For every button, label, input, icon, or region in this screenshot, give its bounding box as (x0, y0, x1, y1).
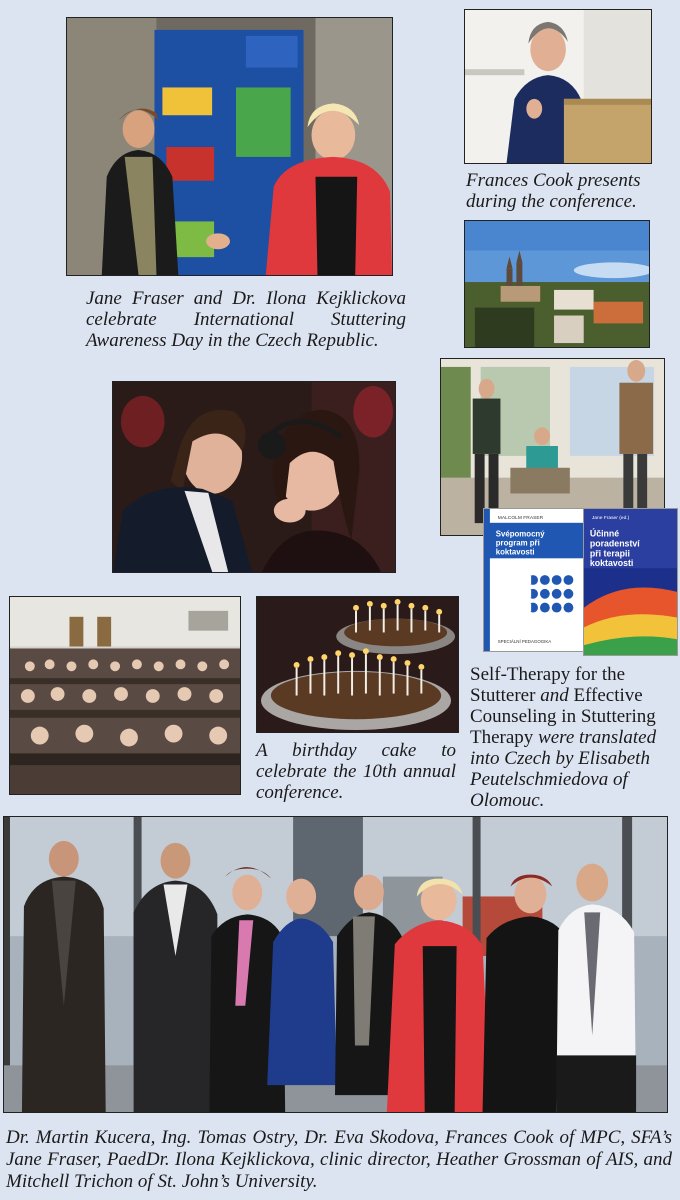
caption-birthday-cake: A birthday cake to celebrate the 10th annual conference. (256, 740, 456, 803)
svg-text:program při: program při (495, 538, 540, 548)
caption-books-title2: Effective Counseling in Stuttering Therapy (470, 685, 656, 748)
svg-text:koktavosti: koktavosti (589, 558, 634, 569)
caption-books (470, 664, 678, 811)
book-cover-self-therapy (483, 508, 593, 652)
book2-author: Jane Fraser (ed.) (591, 515, 630, 521)
photo-birthday-cake (256, 596, 459, 733)
caption-group: Dr. Martin Kucera, Ing. Tomas Ostry, Dr. Eva Skodova, Frances Cook of MPC, SFA’s Jane Fraser, PaedDr. Ilona Kejklickova, clinic director, Heather Grossman of AIS, and Mitchell Trichon of St. John’s University. (6, 1127, 672, 1192)
photo-interpreter-headphones (112, 381, 396, 573)
book-cover-effective-counseling (583, 508, 678, 656)
photo-cityscape (464, 220, 650, 348)
caption-frances-cook: Frances Cook presents during the conference. (466, 170, 641, 212)
svg-text:koktavosti: koktavosti (495, 547, 535, 557)
svg-text:Účinné: Účinné (589, 528, 620, 539)
book1-series: SPECIÁLNÍ PEDAGOGIKA (497, 639, 552, 645)
photo-frances-cook (464, 9, 652, 164)
caption-books-and: and (540, 685, 569, 706)
svg-text:Svépomocný: Svépomocný (495, 529, 545, 539)
book1-author: MALCOLM FRASER (497, 515, 544, 521)
svg-text:při terapii: při terapii (589, 548, 630, 559)
caption-books-translated: were translated into Czech by Elisabeth Peutelschmiedova of Olomouc. (470, 727, 657, 811)
photo-fraser-kejklickova (66, 17, 393, 276)
photo-group (3, 816, 668, 1113)
photo-conference-room (9, 596, 241, 795)
caption-fraser-kejklickova: Jane Fraser and Dr. Ilona Kejklickova celebrate International Stuttering Awareness Day in the Czech Republic. (86, 288, 406, 351)
svg-text:poradenství: poradenství (589, 538, 640, 549)
caption-books-title1: Self-Therapy for the Stutterer (470, 664, 626, 706)
